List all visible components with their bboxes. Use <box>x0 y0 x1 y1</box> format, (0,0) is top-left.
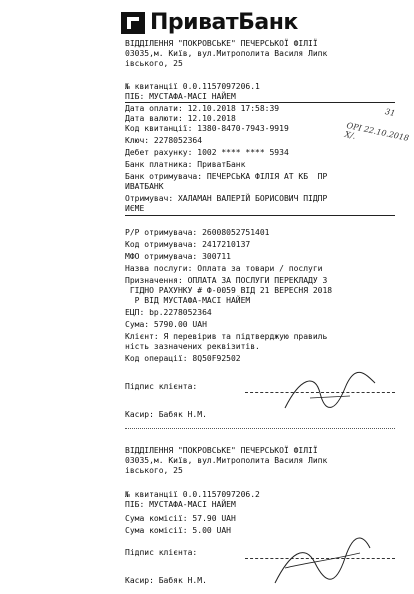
privatbank-logo <box>121 10 298 35</box>
debit-account: Дебет рахунку: 1002 **** **** 5934 <box>125 148 289 157</box>
recipient-bank: Банк отримувача: ПЕЧЕРСЬКА ФІЛІЯ АТ КБ ПР <box>125 172 328 181</box>
purpose-cont: Р ВІД МУСТАФА-МАСІ НАЙЕМ <box>125 296 251 305</box>
receipt <box>115 8 414 594</box>
service-name: Назва послуги: Оплата за товари / послуги <box>125 264 323 273</box>
recipient-cont: ИЄМЕ <box>125 204 145 213</box>
branch-line: ВІДДІЛЕННЯ "ПОКРОВСЬКЕ" ПЕЧЕРСЬКОЇ ФІЛІЇ <box>125 446 318 455</box>
ecp: ЕЦП: bp.2278052364 <box>125 308 212 317</box>
branch-line: 03035,м. Київ, вул.Митрополита Василя Липк <box>125 49 328 58</box>
branch-line: ВІДДІЛЕННЯ "ПОКРОВСЬКЕ" ПЕЧЕРСЬКОЇ ФІЛІЇ <box>125 39 318 48</box>
branch-line: івського, 25 <box>125 466 183 475</box>
recipient-bank-cont: ИВАТБАНК <box>125 182 164 191</box>
handwritten-signature-2 <box>265 533 375 593</box>
client-signature-label-2: Підпис клієнта: <box>125 548 198 557</box>
value-date: Дата валюти: 12.10.2018 <box>125 114 236 123</box>
receipt-number: № квитанції 0.0.1157097206.1 <box>125 82 260 91</box>
receipt-code: Код квитанції: 1380-8470-7943-9919 <box>125 124 289 133</box>
commission-2: Сума комісії: 5.00 UAH <box>125 526 231 535</box>
handwritten-note: ОРІ 22.10.2018 Х/. <box>343 120 410 143</box>
divider <box>125 215 395 216</box>
recipient-code: Код отримувача: 2417210137 <box>125 240 251 249</box>
payer-name-2: ПІБ: МУСТАФА-МАСІ НАЙЕМ <box>125 500 236 509</box>
purpose-cont: ГІДНО РАХУНКУ # Ф-0059 ВІД 21 ВЕРЕСНЯ 2018 <box>125 286 333 295</box>
operation-code: Код операції: 8Q50F92502 <box>125 354 241 363</box>
payment-date: Дата оплати: 12.10.2018 17:58:39 <box>125 104 280 113</box>
brand-name: ПриватБанк <box>150 10 298 35</box>
payer-bank: Банк платника: ПриватБанк <box>125 160 246 169</box>
divider <box>125 102 395 103</box>
client-signature-label: Підпис клієнта: <box>125 382 198 391</box>
recipient: Отримувач: ХАЛАМАН ВАЛЕРІЙ БОРИСОВИЧ ПІДПР <box>125 194 328 203</box>
handwritten-signature <box>280 368 380 418</box>
cashier-label: Касир: Бабяк Н.М. <box>125 410 207 419</box>
handwritten-note-top: 31 <box>384 107 397 118</box>
client-confirmation: Клієнт: Я перевірив та підтверджую правиль <box>125 332 328 341</box>
privatbank-logo-icon <box>121 12 145 34</box>
branch-line: івського, 25 <box>125 59 183 68</box>
commission-1: Сума комісії: 57.90 UAH <box>125 514 236 523</box>
key: Ключ: 2278052364 <box>125 136 203 145</box>
purpose: Призначення: ОПЛАТА ЗА ПОСЛУГИ ПЕРЕКЛАДУ З <box>125 276 328 285</box>
branch-line: 03035,м. Київ, вул.Митрополита Василя Липк <box>125 456 328 465</box>
cashier-label-2: Касир: Бабяк Н.М. <box>125 576 207 585</box>
recipient-mfo: МФО отримувача: 300711 <box>125 252 231 261</box>
receipt-number-2: № квитанції 0.0.1157097206.2 <box>125 490 260 499</box>
client-confirmation-cont: ність зазначених реквізитів. <box>125 342 260 351</box>
payer-name: ПІБ: МУСТАФА-МАСІ НАЙЕМ <box>125 92 236 101</box>
amount: Сума: 5790.00 UAH <box>125 320 207 329</box>
recipient-account: Р/Р отримувача: 26008052751401 <box>125 228 270 237</box>
section-separator <box>125 428 395 429</box>
